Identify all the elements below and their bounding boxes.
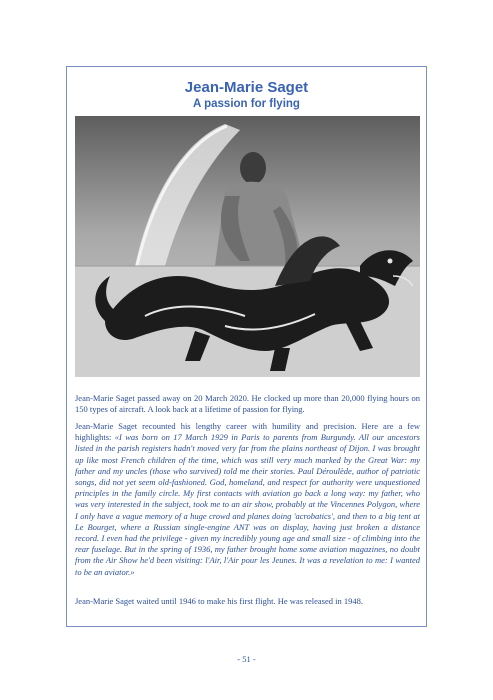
pilot-dragon-photo <box>75 116 420 377</box>
paragraph-intro: Jean-Marie Saget passed away on 20 March 2020. He clocked up more than 20,000 flying hours on 150 types of aircraft. A look back at a lifetime of passion for flying. <box>75 393 420 415</box>
quote-text: «I was born on 17 March 1929 in Paris to parents from Burgundy. All our ancestors listed in the parish registers hadn't moved very far from the plains northeast of Dijon. I was brought up like most French children of the time, which was still very much marked by the Great War: my father and my uncles (those who survived) told me their stories. Paul Déroulède, author of patriotic songs, did not yet seem old-fashioned. God, homeland, and respect for authority were unquestioned principles in the family circle. My first contacts with aviation go back a long way: my father, who was very interested in the subject, took me to an air show, probably at the Vincennes Polygon, where I only have a vague memory of a huge crowd and planes doing 'acrobatics', and then to a big tent at Le Bourget, where a Russian single-engine ANT was on display, having just broken a distance record. I even had the privilege - given my incredibly young age and small size - of climbing into the rear fuselage. But in the spring of 1936, my father brought home some aviation magazines, no doubt from the Air Show he'd been visiting: l'Air, l'Air pour les Jeunes. It was a revelation to me: I wanted to be an aviator.» <box>75 432 420 577</box>
article-subtitle: A passion for flying <box>193 98 300 110</box>
article-title: Jean-Marie Saget <box>184 79 309 96</box>
paragraph-first-flight: Jean-Marie Saget waited until 1946 to make his first flight. He was released in 1948. <box>75 596 363 606</box>
page-number: - 51 - <box>237 654 256 664</box>
paragraph-highlights-intro: Jean-Marie Saget recounted his lengthy career with humility and precision. Here are a few highlights: <box>75 421 420 443</box>
paragraph-highlights <box>75 421 420 578</box>
